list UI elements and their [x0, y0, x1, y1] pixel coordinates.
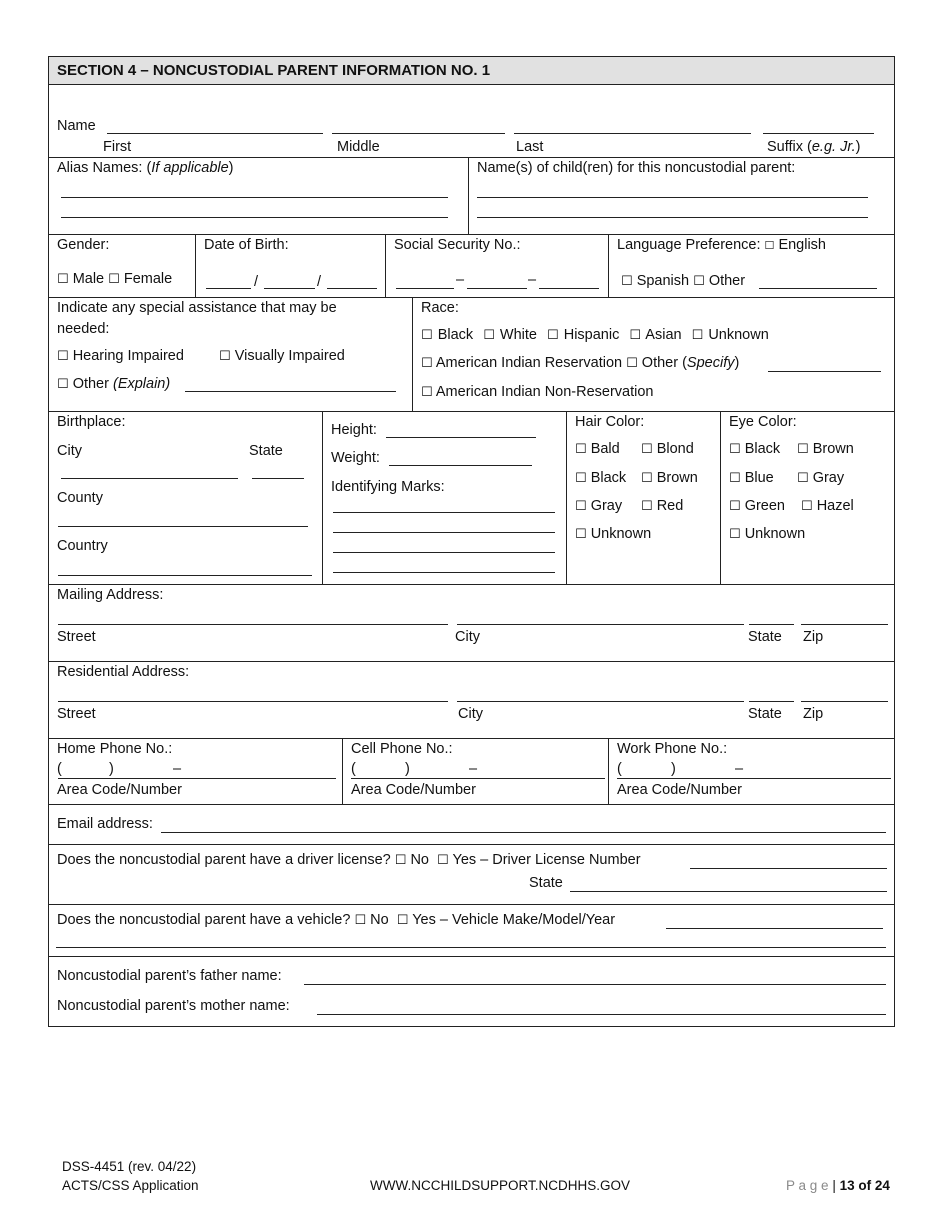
- assistance-label-line2: needed:: [57, 321, 110, 337]
- footer-page-word: P a g e: [786, 1178, 829, 1193]
- father-name-label: Noncustodial parent’s father name:: [57, 968, 282, 984]
- assistance-explain-field[interactable]: [185, 391, 396, 392]
- eye-row3: ☐ Green: [729, 498, 785, 514]
- suffix-caption: Suffix (e.g. Jr.): [767, 139, 861, 155]
- race-unknown-checkbox[interactable]: ☐: [691, 328, 704, 343]
- eye-green-checkbox[interactable]: ☐: [729, 499, 741, 514]
- ssn-separator-2: –: [528, 272, 537, 288]
- birthplace-state-label: State: [249, 443, 283, 459]
- work-phone-close-paren: ): [671, 761, 676, 777]
- footer-divider: |: [832, 1178, 836, 1193]
- height-field[interactable]: [386, 437, 536, 438]
- footer-url: WWW.NCCHILDSUPPORT.NCDHHS.GOV: [370, 1178, 631, 1193]
- mailing-state-caption: State: [748, 629, 782, 645]
- mailing-city-caption: City: [455, 629, 480, 645]
- license-question: Does the noncustodial parent have a driver license? ☐ No ☐ Yes – Driver License Number: [57, 852, 641, 868]
- eye-gray-checkbox[interactable]: ☐: [797, 471, 809, 486]
- middle-name-field[interactable]: [332, 133, 505, 134]
- dob-separator-2: /: [317, 274, 322, 290]
- marks-line-1[interactable]: [333, 512, 555, 513]
- mailing-zip-field[interactable]: [801, 624, 888, 625]
- cell-phone-label: Cell Phone No.:: [351, 741, 453, 757]
- eye-blue-checkbox[interactable]: ☐: [729, 471, 741, 486]
- assistance-other-checkbox[interactable]: ☐: [57, 377, 69, 392]
- home-phone-label: Home Phone No.:: [57, 741, 173, 757]
- language-options: [621, 273, 745, 290]
- mother-name-field[interactable]: [317, 1014, 886, 1015]
- language-other-label: Other: [708, 273, 746, 289]
- birthplace-county-field[interactable]: [58, 526, 308, 527]
- footer-page: [786, 1178, 890, 1194]
- residential-street-caption: Street: [57, 706, 96, 722]
- hair-row4: ☐ Unknown: [575, 526, 652, 542]
- spanish-label: Spanish: [636, 273, 690, 289]
- email-label: Email address:: [57, 816, 153, 832]
- hair-row3b: ☐ Red: [641, 498, 684, 514]
- hair-gray-checkbox[interactable]: ☐: [575, 499, 587, 514]
- dob-cell: [195, 235, 385, 297]
- eye-row1b: ☐ Brown: [797, 441, 854, 457]
- mother-name-label: Noncustodial parent’s mother name:: [57, 998, 290, 1014]
- work-phone-cell: [608, 739, 894, 804]
- race-black-checkbox[interactable]: ☐: [421, 328, 433, 343]
- male-checkbox[interactable]: ☐: [57, 272, 69, 287]
- ssn-part-2-field[interactable]: [467, 288, 527, 289]
- race-options-row1: ☐ Black ☐ White ☐ Hispanic ☐ Asian ☐ Unknown: [421, 327, 769, 343]
- mailing-address-label: Mailing Address:: [57, 587, 164, 603]
- demographics-section: [49, 234, 894, 297]
- language-label: Language Preference: ☐ English: [617, 237, 826, 253]
- mailing-address-section: [49, 584, 894, 661]
- noncustodial-parent-form: [48, 56, 895, 1027]
- cell-phone-cell: [342, 739, 608, 804]
- vehicle-section: [49, 904, 894, 956]
- suffix-field[interactable]: [763, 133, 874, 134]
- eye-hazel-checkbox[interactable]: ☐: [801, 499, 813, 514]
- mailing-state-field[interactable]: [749, 624, 794, 625]
- vehicle-no-checkbox[interactable]: ☐: [354, 913, 367, 928]
- section-title: SECTION 4 – NONCUSTODIAL PARENT INFORMATION NO. 1: [57, 62, 491, 79]
- race-white-checkbox[interactable]: ☐: [483, 328, 495, 343]
- marks-line-2[interactable]: [333, 532, 555, 533]
- hair-red-checkbox[interactable]: ☐: [641, 499, 653, 514]
- marks-line-3[interactable]: [333, 552, 555, 553]
- last-name-field[interactable]: [514, 133, 751, 134]
- physical-cell: [322, 412, 566, 584]
- race-other-field[interactable]: [768, 371, 881, 372]
- dob-year-field[interactable]: [327, 288, 377, 289]
- license-no-checkbox[interactable]: ☐: [394, 853, 407, 868]
- eye-black-checkbox[interactable]: ☐: [729, 442, 741, 457]
- work-phone-open-paren: (: [617, 761, 622, 777]
- female-label: Female: [123, 271, 173, 287]
- children-line-2[interactable]: [477, 217, 868, 218]
- residential-zip-field[interactable]: [801, 701, 888, 702]
- middle-caption: Middle: [337, 139, 380, 155]
- spanish-checkbox[interactable]: ☐: [621, 274, 633, 289]
- dob-month-field[interactable]: [206, 288, 251, 289]
- assistance-race-section: [49, 297, 894, 411]
- vehicle-details-field[interactable]: [666, 928, 883, 929]
- mailing-street-caption: Street: [57, 629, 96, 645]
- hair-row2: ☐ Black: [575, 470, 627, 486]
- first-name-field[interactable]: [107, 133, 323, 134]
- work-phone-caption: Area Code/Number: [617, 782, 742, 798]
- hair-blond-checkbox[interactable]: ☐: [641, 442, 653, 457]
- dob-separator-1: /: [254, 274, 259, 290]
- eye-row2: ☐ Blue: [729, 470, 774, 486]
- gender-options: [57, 271, 172, 288]
- weight-label: Weight:: [331, 450, 380, 466]
- home-phone-dash: –: [173, 761, 182, 777]
- license-section: [49, 844, 894, 904]
- visual-option: ☐ Visually Impaired: [219, 348, 345, 364]
- eye-label: Eye Color:: [729, 414, 797, 430]
- language-other-field[interactable]: [759, 288, 877, 289]
- ssn-separator-1: –: [456, 272, 465, 288]
- children-label: Name(s) of child(ren) for this noncustodial parent:: [477, 160, 796, 176]
- birthplace-city-label: City: [57, 443, 82, 459]
- footer-form-id: DSS-4451 (rev. 04/22): [62, 1159, 197, 1174]
- license-yes-checkbox[interactable]: ☐: [437, 853, 449, 868]
- email-field[interactable]: [161, 832, 886, 833]
- phone-section: [49, 738, 894, 804]
- birthplace-state-field[interactable]: [252, 478, 304, 479]
- parents-section: [49, 956, 894, 1026]
- email-section: [49, 804, 894, 844]
- work-phone-label: Work Phone No.:: [617, 741, 728, 757]
- footer-page-number: 13 of 24: [839, 1178, 890, 1193]
- eye-row1: ☐ Black: [729, 441, 781, 457]
- assistance-label-line1: Indicate any special assistance that may be: [57, 300, 337, 316]
- visually-impaired-checkbox[interactable]: ☐: [219, 349, 231, 364]
- home-phone-field[interactable]: [58, 778, 336, 779]
- hair-black-checkbox[interactable]: ☐: [575, 471, 587, 486]
- children-line-1[interactable]: [477, 197, 868, 198]
- marks-line-4[interactable]: [333, 572, 555, 573]
- assistance-other-option: ☐ Other (Explain): [57, 376, 171, 392]
- birthplace-county-label: County: [57, 490, 103, 506]
- mailing-city-field[interactable]: [457, 624, 744, 625]
- footer-app-name: ACTS/CSS Application: [62, 1178, 199, 1193]
- hair-row1b: ☐ Blond: [641, 441, 694, 457]
- dob-day-field[interactable]: [264, 288, 315, 289]
- ssn-label: Social Security No.:: [394, 237, 521, 253]
- race-ai-reservation-checkbox[interactable]: ☐: [421, 356, 433, 371]
- eye-unknown-checkbox[interactable]: ☐: [729, 527, 741, 542]
- hair-bald-checkbox[interactable]: ☐: [575, 442, 587, 457]
- work-phone-dash: –: [735, 761, 744, 777]
- birthplace-city-field[interactable]: [61, 478, 238, 479]
- birthplace-label: Birthplace:: [57, 414, 126, 430]
- hair-cell: [566, 412, 720, 584]
- residential-city-caption: City: [458, 706, 483, 722]
- mailing-zip-caption: Zip: [803, 629, 824, 645]
- vehicle-yes-checkbox[interactable]: ☐: [396, 913, 409, 928]
- hair-label: Hair Color:: [575, 414, 645, 430]
- vehicle-question: Does the noncustodial parent have a vehicle? ☐ No ☐ Yes – Vehicle Make/Model/Year: [57, 912, 616, 928]
- cell-phone-field[interactable]: [351, 778, 605, 779]
- eye-row4: ☐ Unknown: [729, 526, 806, 542]
- residential-street-field[interactable]: [58, 701, 448, 702]
- work-phone-field[interactable]: [617, 778, 891, 779]
- name-section: [49, 84, 894, 157]
- weight-field[interactable]: [389, 465, 532, 466]
- license-state-label: State: [529, 875, 563, 891]
- birthplace-country-field[interactable]: [58, 575, 312, 576]
- alias-line-2[interactable]: [61, 217, 448, 218]
- race-other-checkbox[interactable]: ☐: [626, 356, 638, 371]
- home-phone-caption: Area Code/Number: [57, 782, 182, 798]
- height-label: Height:: [331, 422, 377, 438]
- female-checkbox[interactable]: ☐: [108, 272, 120, 287]
- first-caption: First: [103, 139, 132, 155]
- name-label: Name: [57, 118, 96, 134]
- male-label: Male: [72, 271, 105, 287]
- residential-address-section: [49, 661, 894, 738]
- hearing-impaired-checkbox[interactable]: ☐: [57, 349, 69, 364]
- section-header: [49, 57, 894, 84]
- license-number-field[interactable]: [690, 868, 887, 869]
- race-asian-checkbox[interactable]: ☐: [629, 328, 642, 343]
- race-label: Race:: [421, 300, 459, 316]
- alias-label: Alias Names: (If applicable): [57, 160, 234, 176]
- residential-address-label: Residential Address:: [57, 664, 190, 680]
- eye-row2b: ☐ Gray: [797, 470, 845, 486]
- children-cell: [468, 158, 894, 234]
- hair-row1: ☐ Bald: [575, 441, 620, 457]
- vehicle-details-line-2[interactable]: [56, 947, 886, 948]
- father-name-field[interactable]: [304, 984, 886, 985]
- race-options-row2: ☐ American Indian Reservation ☐ Other (Specify): [421, 355, 740, 371]
- residential-state-field[interactable]: [749, 701, 794, 702]
- language-other-checkbox[interactable]: ☐: [693, 274, 705, 289]
- ssn-part-3-field[interactable]: [539, 288, 599, 289]
- birthplace-country-label: Country: [57, 538, 108, 554]
- residential-zip-caption: Zip: [803, 706, 824, 722]
- hearing-option: ☐ Hearing Impaired: [57, 348, 184, 364]
- hair-row3: ☐ Gray: [575, 498, 623, 514]
- identifying-marks-label: Identifying Marks:: [331, 479, 445, 495]
- ssn-cell: [385, 235, 608, 297]
- eye-cell: [720, 412, 894, 584]
- cell-phone-close-paren: ): [405, 761, 410, 777]
- mailing-street-field[interactable]: [58, 624, 448, 625]
- last-caption: Last: [516, 139, 544, 155]
- hair-unknown-checkbox[interactable]: ☐: [575, 527, 587, 542]
- residential-state-caption: State: [748, 706, 782, 722]
- license-state-field[interactable]: [570, 891, 887, 892]
- home-phone-open-paren: (: [57, 761, 62, 777]
- dob-label: Date of Birth:: [204, 237, 289, 253]
- home-phone-close-paren: ): [109, 761, 114, 777]
- cell-phone-open-paren: (: [351, 761, 356, 777]
- eye-row3b: ☐ Hazel: [801, 498, 854, 514]
- alias-section: [49, 157, 894, 234]
- hair-brown-checkbox[interactable]: ☐: [641, 471, 653, 486]
- hair-row2b: ☐ Brown: [641, 470, 698, 486]
- residential-city-field[interactable]: [457, 701, 744, 702]
- language-cell: [608, 235, 894, 297]
- race-options-row3: ☐ American Indian Non-Reservation: [421, 384, 654, 400]
- ssn-part-1-field[interactable]: [396, 288, 454, 289]
- eye-brown-checkbox[interactable]: ☐: [797, 442, 809, 457]
- race-hispanic-checkbox[interactable]: ☐: [547, 328, 559, 343]
- english-checkbox[interactable]: ☐: [764, 239, 775, 252]
- cell-phone-dash: –: [469, 761, 478, 777]
- race-ai-non-reservation-checkbox[interactable]: ☐: [421, 385, 433, 400]
- cell-phone-caption: Area Code/Number: [351, 782, 476, 798]
- gender-label: Gender:: [57, 237, 110, 253]
- alias-line-1[interactable]: [61, 197, 448, 198]
- physical-section: [49, 411, 894, 584]
- english-label: English: [778, 237, 826, 253]
- race-cell: [412, 298, 894, 411]
